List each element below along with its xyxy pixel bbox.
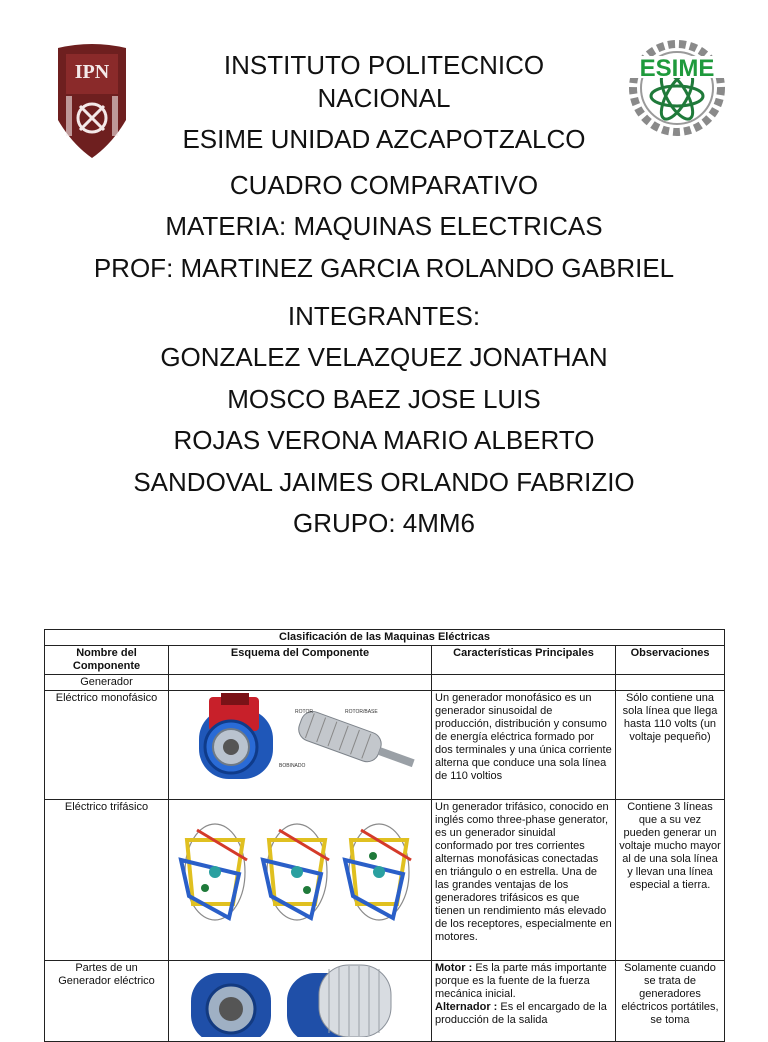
table-row <box>45 691 725 800</box>
component-diagram <box>169 961 432 1042</box>
three-phase-generator-image <box>169 800 426 956</box>
comparison-table <box>44 629 725 1042</box>
alternator-description: Es el encargado de la producción de la salida <box>435 1001 607 1026</box>
table-title: Clasificación de las Maquinas Eléctricas <box>45 630 725 646</box>
column-header: Nombre del Componente <box>45 646 169 675</box>
motor-label: Motor : <box>435 962 473 974</box>
member-name: SANDOVAL JAIMES ORLANDO FABRIZIO <box>133 467 635 497</box>
member-name: MOSCO BAEZ JOSE LUIS <box>227 384 541 414</box>
component-notes: Solamente cuando se trata de generadores eléctricos portátiles, se toma <box>616 961 725 1042</box>
professor: PROF: MARTINEZ GARCIA ROLANDO GABRIEL <box>93 253 675 283</box>
image-label: ROTOR <box>295 709 313 715</box>
component-notes: Sólo contiene una sola línea que llega hasta 110 volts (un voltaje pequeño) <box>616 691 725 800</box>
members-heading: INTEGRANTES: <box>287 301 481 331</box>
single-phase-generator-image <box>169 691 426 795</box>
column-header: Observaciones <box>616 646 725 675</box>
svg-text:IPN: IPN <box>74 61 110 83</box>
column-header: Características Principales <box>432 646 616 675</box>
section-label: Generador <box>45 675 169 691</box>
component-name: Eléctrico trifásico <box>45 800 169 961</box>
motor-description: Es la parte más importante porque es la fuente de la fuerza mecánica inicial. <box>435 962 607 1000</box>
image-label: BOBINADO <box>279 763 306 769</box>
institution-line-2: NACIONAL <box>317 83 451 113</box>
group: GRUPO: 4MM6 <box>292 508 476 538</box>
component-name: Partes de un Generador eléctrico <box>45 961 169 1042</box>
school-name: ESIME UNIDAD AZCAPOTZALCO <box>182 124 586 154</box>
table-row <box>45 961 725 1042</box>
svg-text:ESIME: ESIME <box>639 55 715 82</box>
member-name: ROJAS VERONA MARIO ALBERTO <box>173 425 595 455</box>
component-notes: Contiene 3 líneas que a su vez pueden generar un voltaje mucho mayor al de una sola línea y llevan una línea especial a tierra. <box>616 800 725 961</box>
component-name: Eléctrico monofásico <box>45 691 169 800</box>
component-diagram <box>169 691 432 800</box>
document-title: CUADRO COMPARATIVO <box>229 170 539 200</box>
table-row <box>45 800 725 961</box>
component-features <box>432 961 616 1042</box>
subject: MATERIA: MAQUINAS ELECTRICAS <box>165 211 603 241</box>
component-features: Un generador monofásico es un generador sinusoidal de producción, distribución y consumo de energía eléctrica formado por dos terminales y una única corriente alterna que conduce una sola línea de 110 voltios <box>432 691 616 800</box>
image-label: ROTOR/BASE <box>345 709 378 715</box>
component-features: Un generador trifásico, conocido en inglés como three-phase generator, es un generador sinuidal conformado por tres corrientes alternas monofásicas conectadas en triángulo o en estrella. Una de las grandes ventajas de los generadores trifásicos es que tienen un rendimiento más elevado de los receptores, especialmente en motores. <box>432 800 616 961</box>
generator-parts-image <box>169 961 426 1037</box>
member-name: GONZALEZ VELAZQUEZ JONATHAN <box>160 342 608 372</box>
institution-line-1: INSTITUTO POLITECNICO <box>223 50 545 80</box>
component-diagram <box>169 800 432 961</box>
alternator-label: Alternador : <box>435 1001 498 1013</box>
column-header: Esquema del Componente <box>169 646 432 675</box>
